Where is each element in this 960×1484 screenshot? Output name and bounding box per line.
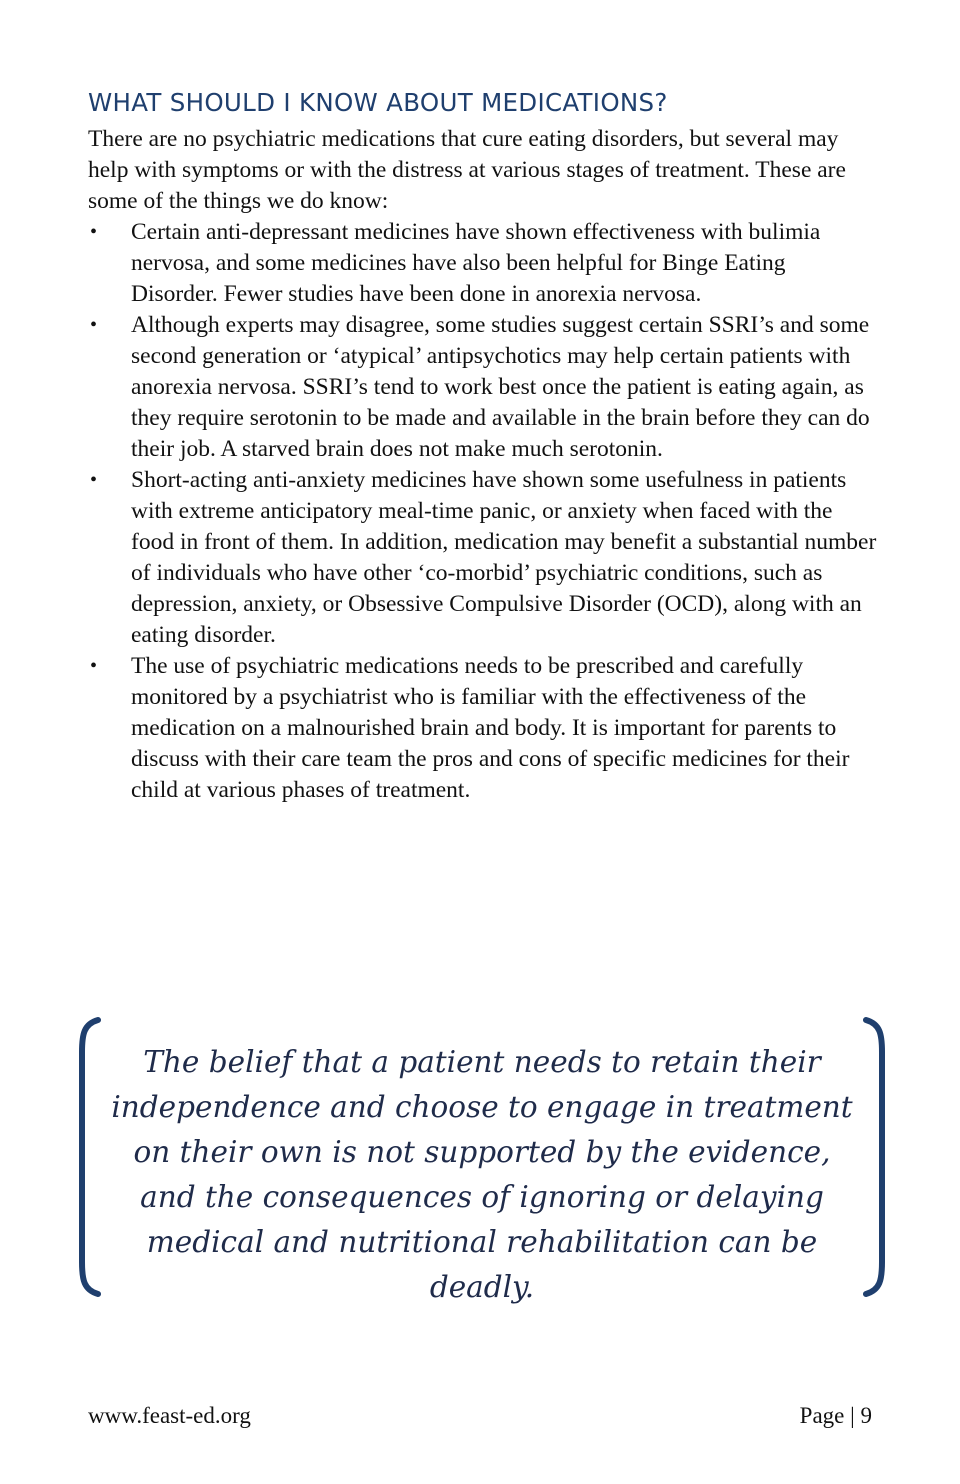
list-item-text: Short-acting anti-anxiety medicines have shown some usefulness in patients with extreme anticipatory meal-time panic, or anxiety when faced with the food in front of them. In addition, medication may benefit a substantial number of individuals who have other ‘co-morbid’ psychiatric conditions, such as depression, anxiety, or Obsessive Compulsive Disorder (OCD), along with an eating disorder.: [131, 467, 877, 648]
list-item-text: The use of psychiatric medications needs to be prescribed and carefully monitored by a psychiatrist who is familiar with the effectiveness of the medication on a malnourished brain and body. It is important for parents to discuss with their care team the pros and cons of specific medicines for their child at various phases of treatment.: [131, 653, 850, 803]
list-item: [88, 651, 878, 806]
intro-paragraph: There are no psychiatric medications that cure eating disorders, but several may help with symptoms or with the distress at various stages of treatment. These are some of the things we do know:: [88, 126, 846, 214]
footer-website: www.feast-ed.org: [88, 1403, 251, 1428]
list-item: [88, 310, 878, 465]
list-item: [88, 465, 878, 651]
bullet-icon: •: [90, 469, 98, 491]
list-item-text: Although experts may disagree, some studies suggest certain SSRI’s and some second generation or ‘atypical’ antipsychotics may help certain patients with anorexia nervosa. SSRI’s tend to work best once the patient is eating again, as they require serotonin to be made and available in the brain before they can do their job. A starved brain does not make much serotonin.: [131, 312, 870, 462]
pull-quote: [72, 1012, 892, 1302]
pull-quote-text: The belief that a patient needs to retain their independence and choose to engage in treatment on their own is not supported by the evidence, and the consequences of ignoring or delaying medical and nutritional rehabilitation can be deadly.: [111, 1045, 853, 1304]
right-bracket-icon: [852, 1012, 892, 1302]
bullet-icon: •: [90, 221, 98, 243]
footer-page-number: Page | 9: [799, 1403, 872, 1428]
list-item-text: Certain anti-depressant medicines have shown effectiveness with bulimia nervosa, and some medicines have also been helpful for Binge Eating Disorder. Fewer studies have been done in anorexia nervosa.: [131, 219, 821, 307]
list-item: [88, 217, 878, 310]
bullet-icon: •: [90, 314, 98, 336]
medication-bullet-list: [88, 217, 878, 806]
bullet-icon: •: [90, 655, 98, 677]
section-heading: WHAT SHOULD I KNOW ABOUT MEDICATIONS?: [88, 88, 668, 117]
